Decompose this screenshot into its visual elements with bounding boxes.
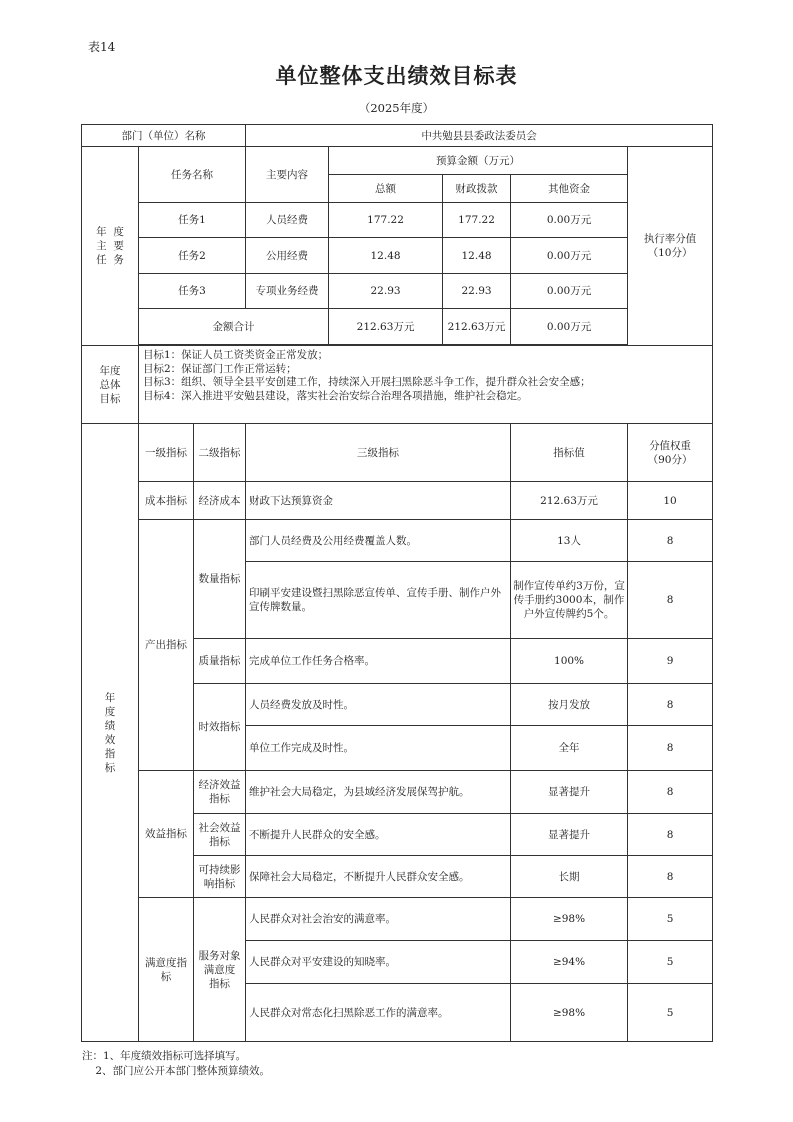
fiscal-header: 财政拨款 [443,175,511,203]
indicator-weight: 8 [628,856,713,898]
table-row [82,203,713,238]
quantity-level2: 数量指标 [194,520,246,639]
level1-header: 一级指标 [139,424,194,482]
indicators-section-label: 年 度 绩 效 指 标 [82,424,139,1042]
performance-table [81,124,713,1042]
satisfaction-level2: 服务对象 满意度 指标 [194,898,246,1042]
cost-level2: 经济成本 [194,482,246,520]
task-name: 任务2 [139,238,246,274]
task-total: 22.93 [329,274,443,309]
table-row [82,482,713,520]
task-fiscal: 177.22 [443,203,511,238]
task-fiscal: 22.93 [443,274,511,309]
execution-rate-header: 执行率分值 （10分） [628,147,713,346]
indicator-level3: 保障社会大局稳定，不断提升人民群众安全感。 [246,856,511,898]
indicator-weight: 5 [628,898,713,941]
indicator-level3: 印刷平安建设暨扫黑除恶宣传单、宣传手册、制作户外宣传牌数量。 [246,562,511,639]
indicator-value: 长期 [511,856,628,898]
indicator-weight: 8 [628,814,713,856]
level2-header: 二级指标 [194,424,246,482]
indicator-level3: 人民群众对常态化扫黑除恶工作的满意率。 [246,984,511,1042]
task-total: 177.22 [329,203,443,238]
goals-label: 年度 总体 目标 [82,346,139,424]
task-fiscal: 12.48 [443,238,511,274]
table-row [82,771,713,814]
value-header: 指标值 [511,424,628,482]
footnotes [82,1049,270,1079]
cost-level3: 财政下达预算资金 [246,482,511,520]
dept-label: 部门（单位）名称 [82,125,246,147]
table-row [82,898,713,941]
indicator-level3: 人民群众对平安建设的知晓率。 [246,941,511,984]
indicator-weight: 9 [628,639,713,684]
timeliness-level2: 时效指标 [194,684,246,771]
goals-text: 目标1：保证人员工资类资金正常发放； 目标2：保证部门工作正常运转； 目标3：组织、领导全县平安创建工作，持续深入开展扫黑除恶斗争工作，提升群众社会安全感； 目标4：深入推进平安勉县建设，落实社会治安综合治理各项措施，维护社会稳定。 [139,346,713,424]
footnote-1: 注：1、年度绩效指标可选择填写。 [82,1050,247,1062]
cost-value: 212.63万元 [511,482,628,520]
task-content: 人员经费 [246,203,329,238]
cost-level1: 成本指标 [139,482,194,520]
benefit-level1: 效益指标 [139,771,194,898]
form-number: 表14 [88,40,116,54]
sum-fiscal: 212.63万元 [443,309,511,345]
quality-level2: 质量指标 [194,639,246,684]
level3-header: 三级指标 [246,424,511,482]
indicator-weight: 8 [628,771,713,814]
indicator-level3: 不断提升人民群众的安全感。 [246,814,511,856]
indicator-weight: 8 [628,726,713,771]
output-level1: 产出指标 [139,520,194,771]
benefit-level2: 经济效益 指标 [194,771,246,814]
task-name: 任务1 [139,203,246,238]
indicator-value: ≥98% [511,984,628,1042]
budget-header: 预算金额（万元） [329,147,628,175]
task-name-header: 任务名称 [139,147,246,203]
fiscal-year: （2025年度） [358,101,435,115]
cost-weight: 10 [628,482,713,520]
dept-name: 中共勉县县委政法委员会 [246,125,713,147]
satisfaction-level1: 满意度指 标 [139,898,194,1042]
indicator-value: 按月发放 [511,684,628,726]
table-row [82,520,713,562]
indicator-level3: 维护社会大局稳定，为县域经济发展保驾护航。 [246,771,511,814]
indicator-value: 制作宣传单约3万份，宣传手册约3000本，制作户外宣传牌约5个。 [511,562,628,639]
benefit-level2: 社会效益 指标 [194,814,246,856]
main-content-header: 主要内容 [246,147,329,203]
indicator-value: 100% [511,639,628,684]
table-row [82,309,713,345]
weight-header: 分值权重 （90分） [628,424,713,482]
indicator-value: 13人 [511,520,628,562]
task-content: 专项业务经费 [246,274,329,309]
benefit-level2: 可持续影 响指标 [194,856,246,898]
indicator-weight: 8 [628,684,713,726]
sum-label: 金额合计 [139,309,329,345]
indicator-value: ≥98% [511,898,628,941]
indicator-value: 显著提升 [511,814,628,856]
table-row [82,274,713,309]
task-content: 公用经费 [246,238,329,274]
indicator-level3: 人民群众对社会治安的满意率。 [246,898,511,941]
indicator-weight: 5 [628,941,713,984]
indicator-level3: 单位工作完成及时性。 [246,726,511,771]
footnote-2: 2、部门应公开本部门整体预算绩效。 [82,1065,271,1077]
indicator-level3: 完成单位工作任务合格率。 [246,639,511,684]
indicator-level3: 人员经费发放及时性。 [246,684,511,726]
task-other: 0.00万元 [511,238,628,274]
indicator-level3: 部门人员经费及公用经费覆盖人数。 [246,520,511,562]
page-title: 单位整体支出绩效目标表 [275,63,518,88]
indicator-value: ≥94% [511,941,628,984]
task-name: 任务3 [139,274,246,309]
indicator-value: 全年 [511,726,628,771]
tasks-section-label: 年 度 主 要 任 务 [82,147,139,346]
task-other: 0.00万元 [511,203,628,238]
indicator-weight: 8 [628,562,713,639]
other-header: 其他资金 [511,175,628,203]
indicator-weight: 5 [628,984,713,1042]
sum-total: 212.63万元 [329,309,443,345]
task-total: 12.48 [329,238,443,274]
sum-other: 0.00万元 [511,309,628,345]
task-other: 0.00万元 [511,274,628,309]
indicator-value: 显著提升 [511,771,628,814]
total-header: 总额 [329,175,443,203]
indicator-weight: 8 [628,520,713,562]
table-row [82,238,713,274]
